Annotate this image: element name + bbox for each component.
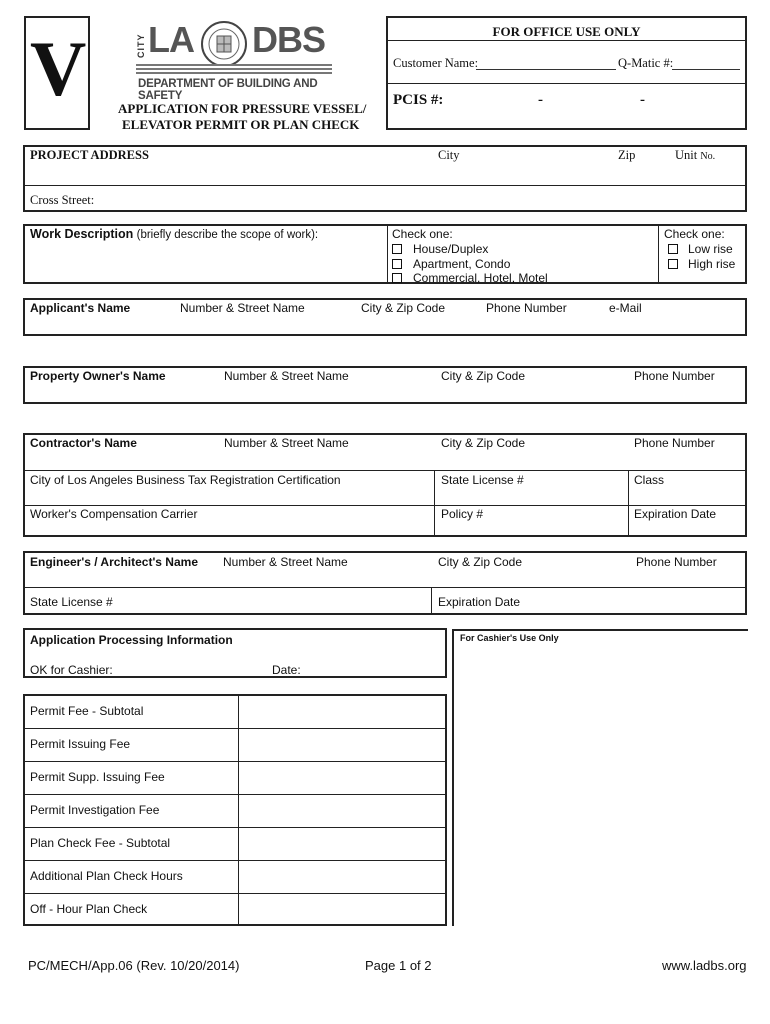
- high-rise-checkbox[interactable]: [668, 259, 678, 269]
- work-description-label: [30, 227, 318, 241]
- fee-permit-supp-issuing: Permit Supp. Issuing Fee: [30, 770, 165, 784]
- fee-permit-subtotal: Permit Fee - Subtotal: [30, 704, 144, 718]
- contractor-divider-2: [23, 505, 747, 506]
- owner-street-label: Number & Street Name: [224, 369, 349, 383]
- fee-amount-field[interactable]: [240, 796, 445, 826]
- house-duplex-checkbox[interactable]: [392, 244, 402, 254]
- work-description-hint: (briefly describe the scope of work):: [136, 229, 319, 241]
- contractor-name-label: Contractor's Name: [30, 436, 137, 450]
- fee-amount-field[interactable]: [240, 829, 445, 859]
- project-zip-label: Zip: [618, 148, 636, 162]
- unit-text: Unit: [675, 148, 698, 162]
- fee-amount-field[interactable]: [240, 862, 445, 892]
- pcis-dash-2: -: [640, 92, 645, 108]
- form-letter: V: [30, 25, 87, 112]
- fee-plan-check-subtotal: Plan Check Fee - Subtotal: [30, 836, 171, 850]
- fee-additional-hours: Additional Plan Check Hours: [30, 869, 183, 883]
- commercial-hotel-checkbox[interactable]: [392, 273, 402, 283]
- work-divider-1: [387, 224, 388, 284]
- low-rise-label: Low rise: [688, 242, 733, 256]
- fee-permit-issuing: Permit Issuing Fee: [30, 737, 131, 751]
- ladbs-logo: [136, 18, 332, 102]
- office-divider-top: [386, 40, 747, 41]
- project-address-divider: [23, 185, 747, 186]
- high-rise-label: High rise: [688, 257, 736, 271]
- project-city-label: City: [438, 148, 460, 162]
- owner-city-zip-label: City & Zip Code: [441, 369, 526, 383]
- contractor-expiration-label: Expiration Date: [634, 507, 717, 521]
- customer-name-field[interactable]: [476, 58, 616, 70]
- page-number: Page 1 of 2: [365, 958, 432, 973]
- fees-row-line: [23, 893, 447, 894]
- fees-row-line: [23, 761, 447, 762]
- fee-off-hour: Off - Hour Plan Check: [30, 902, 148, 916]
- applicant-street-label: Number & Street Name: [180, 301, 305, 315]
- customer-name-label: Customer Name:: [393, 56, 479, 70]
- fees-row-line: [23, 827, 447, 828]
- cashier-use-label: For Cashier's Use Only: [460, 633, 559, 643]
- project-address-label: PROJECT ADDRESS: [30, 148, 149, 162]
- owner-name-label: Property Owner's Name: [30, 369, 166, 383]
- website-link[interactable]: www.ladbs.org: [662, 958, 747, 973]
- policy-label: Policy #: [441, 507, 484, 521]
- fees-row-line: [23, 728, 447, 729]
- engineer-divider: [23, 587, 747, 588]
- owner-phone-label: Phone Number: [634, 369, 715, 383]
- apartment-condo-checkbox[interactable]: [392, 259, 402, 269]
- house-duplex-label: House/Duplex: [413, 242, 489, 256]
- qmatic-label: Q-Matic #:: [618, 56, 674, 70]
- city-seal-icon: [200, 20, 248, 68]
- engineer-state-license-label: State License #: [30, 595, 113, 609]
- cross-street-label: Cross Street:: [30, 193, 95, 207]
- work-divider-2: [658, 224, 659, 284]
- engineer-expiration-label: Expiration Date: [438, 595, 521, 609]
- commercial-hotel-label: Commercial, Hotel, Motel: [413, 271, 548, 283]
- contractor-vdivider-2: [628, 470, 629, 537]
- check-one-left-label: Check one:: [392, 227, 453, 241]
- applicant-email-label: e-Mail: [609, 301, 642, 315]
- office-divider-mid: [386, 83, 747, 84]
- date-label: Date:: [272, 663, 301, 677]
- contractor-city-zip-label: City & Zip Code: [441, 436, 526, 450]
- engineer-phone-label: Phone Number: [636, 555, 717, 569]
- pcis-label: PCIS #:: [393, 92, 444, 108]
- engineer-street-label: Number & Street Name: [223, 555, 348, 569]
- form-id: PC/MECH/App.06 (Rev. 10/20/2014): [28, 958, 240, 973]
- fees-row-line: [23, 794, 447, 795]
- cashier-top-line: [452, 629, 748, 631]
- wc-carrier-label: Worker's Compensation Carrier: [30, 507, 198, 521]
- engineer-name-label: Engineer's / Architect's Name: [30, 555, 198, 569]
- logo-la-text: LA: [148, 19, 194, 60]
- ok-for-cashier-label: OK for Cashier:: [30, 663, 113, 677]
- cashier-left-line: [452, 629, 454, 926]
- engineer-city-zip-label: City & Zip Code: [438, 555, 523, 569]
- fee-amount-field[interactable]: [240, 730, 445, 760]
- contractor-street-label: Number & Street Name: [224, 436, 349, 450]
- engineer-vdivider: [431, 587, 432, 615]
- contractor-state-license-label: State License #: [441, 473, 524, 487]
- fee-amount-field[interactable]: [240, 895, 445, 924]
- project-unit-label: [675, 148, 715, 163]
- contractor-phone-label: Phone Number: [634, 436, 715, 450]
- applicant-name-label: Applicant's Name: [30, 301, 131, 315]
- logo-stripes: [136, 64, 332, 76]
- fee-permit-investigation: Permit Investigation Fee: [30, 803, 160, 817]
- fee-amount-field[interactable]: [240, 763, 445, 793]
- processing-title: Application Processing Information: [30, 633, 233, 647]
- office-use-title: FOR OFFICE USE ONLY: [492, 24, 641, 39]
- applicant-phone-label: Phone Number: [486, 301, 567, 315]
- contractor-vdivider-1: [434, 470, 435, 537]
- btrc-label: City of Los Angeles Business Tax Registration Certification: [30, 473, 341, 487]
- logo-dbs-text: DBS: [252, 19, 326, 60]
- logo-dept-text: DEPARTMENT OF BUILDING AND SAFETY: [138, 78, 318, 102]
- fees-row-line: [23, 860, 447, 861]
- apartment-condo-label: Apartment, Condo: [413, 257, 511, 271]
- fee-amount-field[interactable]: [240, 696, 445, 727]
- logo-city-text: CITY: [136, 33, 146, 58]
- applicant-city-zip-label: City & Zip Code: [361, 301, 446, 315]
- form-title-line2: ELEVATOR PERMIT OR PLAN CHECK: [122, 117, 360, 132]
- contractor-class-label: Class: [634, 473, 665, 487]
- check-one-right-label: Check one:: [664, 227, 725, 241]
- contractor-divider-1: [23, 470, 747, 471]
- qmatic-field[interactable]: [672, 58, 740, 70]
- low-rise-checkbox[interactable]: [668, 244, 678, 254]
- pcis-dash-1: -: [538, 92, 543, 108]
- form-title-line1: APPLICATION FOR PRESSURE VESSEL/: [118, 101, 367, 116]
- work-description-title: Work Description: [30, 227, 134, 241]
- unit-no-text: No.: [700, 151, 716, 162]
